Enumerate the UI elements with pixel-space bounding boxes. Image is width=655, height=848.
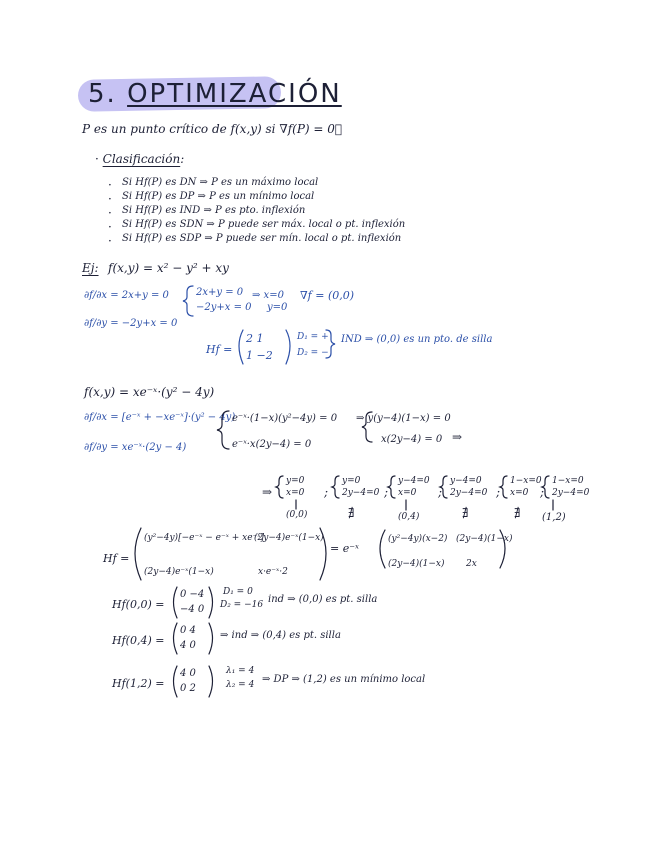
list-item: Si Hf(P) es DP ⇒ P es un mínimo local	[122, 191, 315, 202]
matrix-bracket	[320, 528, 326, 580]
case-eq: y−4=0	[450, 476, 482, 486]
title-word: OPTIMIZACIÓN	[127, 79, 342, 109]
eval-label: Hf(1,2) =	[112, 677, 165, 690]
eval-matrix-row: −4 0	[180, 604, 205, 615]
example-label: Ej:	[82, 261, 99, 275]
case-eq: 2y−4=0	[552, 488, 590, 498]
example2-system-eq1: e⁻ˣ·(1−x)(y²−4y) = 0	[232, 413, 338, 424]
hessian-cell: (y²−4y)[−e⁻ˣ − e⁻ˣ + xe⁻ˣ]	[144, 533, 265, 543]
example1-minor-d1: D₁ = +	[297, 332, 329, 342]
matrix-bracket	[174, 587, 178, 618]
example2-hessian-factor: = e⁻ˣ	[330, 542, 359, 555]
system-brace	[217, 411, 229, 449]
list-item: Si Hf(P) es IND ⇒ P es pto. inflexión	[122, 205, 306, 216]
example1-conclusion: IND ⇒ (0,0) es un pto. de silla	[341, 334, 493, 345]
matrix-bracket	[500, 530, 505, 568]
example2-reduced-eq1: ⇒ y(y−4)(1−x) = 0	[356, 413, 451, 424]
example2-arrow: ⇒	[452, 430, 463, 444]
example2-partial-x: ∂f/∂x = [e⁻ˣ + −xe⁻ˣ]·(y² − 4y)	[84, 412, 236, 423]
eval-matrix-row: 0 2	[180, 683, 196, 694]
eval-matrix-row: 0 −4	[180, 589, 205, 600]
critical-point-definition: P es un punto crítico de f(x,y) si ∇f(P) = 0⃗	[82, 122, 343, 136]
matrix-bracket	[209, 666, 213, 697]
case-result: (1,2)	[542, 512, 566, 523]
eval-note: λ₁ = 4	[226, 666, 255, 676]
list-item: Si Hf(P) es SDN ⇒ P puede ser máx. local o pt. inflexión	[122, 219, 406, 230]
case-eq: x=0	[286, 488, 305, 498]
example1-minor-d2: D₂ = −	[297, 348, 329, 358]
matrix-bracket	[380, 530, 385, 568]
example1-function: f(x,y) = x² − y² + xy	[108, 261, 229, 275]
example2-system-eq2: e⁻ˣ·x(2y−4) = 0	[232, 439, 312, 450]
matrix-bracket	[286, 330, 290, 364]
case-result: ∄	[348, 506, 355, 520]
list-item: Si Hf(P) es DN ⇒ P es un máximo local	[122, 177, 319, 188]
case-brace	[440, 476, 447, 498]
case-eq: y−4=0	[398, 476, 430, 486]
case-brace	[276, 476, 283, 498]
case-result: ∄	[462, 506, 469, 520]
example1-hessian-row1: 2 1	[246, 332, 264, 345]
matrix-bracket	[174, 623, 178, 654]
system-brace	[183, 286, 193, 316]
case-brace	[388, 476, 395, 498]
eval-result: ind ⇒ (0,0) es pt. silla	[268, 594, 378, 605]
example1-hessian-label: Hf =	[206, 343, 233, 356]
eval-matrix-row: 4 0	[180, 640, 196, 651]
case-eq: y=0	[342, 476, 361, 486]
hessian-simplified-cell: (y²−4y)(x−2)	[388, 534, 448, 544]
eval-result: ⇒ DP ⇒ (1,2) es un mínimo local	[262, 674, 426, 685]
case-eq: x=0	[510, 488, 529, 498]
example2-reduced-eq2: x(2y−4) = 0	[381, 434, 443, 445]
case-brace	[332, 476, 339, 498]
example1-gradient: ∇f = (0,0)	[300, 289, 355, 302]
example2-function: f(x,y) = xe⁻ˣ·(y² − 4y)	[84, 385, 215, 399]
minors-brace	[326, 330, 335, 358]
eval-result: ⇒ ind ⇒ (0,4) es pt. silla	[220, 630, 341, 641]
classification-heading: · Clasificación:	[95, 152, 185, 166]
example1-solution-y: y=0	[267, 302, 288, 313]
case-result: ∄	[514, 506, 521, 520]
hessian-simplified-cell: (2y−4)(1−x)	[388, 559, 445, 569]
eval-matrix-row: 4 0	[180, 668, 196, 679]
system-brace	[362, 412, 372, 442]
case-eq: 1−x=0	[552, 476, 584, 486]
eval-note: λ₂ = 4	[226, 680, 255, 690]
matrix-bracket	[239, 330, 243, 364]
eval-note: D₁ = 0	[223, 587, 253, 597]
example1-hessian-row2: 1 −2	[246, 349, 273, 362]
eval-label: Hf(0,0) =	[112, 598, 165, 611]
eval-matrix-row: 0 4	[180, 625, 196, 636]
title-number: 5.	[88, 79, 117, 109]
case-result: (0,0)	[286, 510, 308, 520]
notes-page: 5. OPTIMIZACIÓN P es un punto crítico de f(x,y) si ∇f(P) = 0⃗ · Clasificación: · Si Hf(P) es DN ⇒ P es un máximo local · Si Hf(P) es DP ⇒ P es un mínimo local · Si Hf(P) es IND ⇒ P es pto. inflexión · Si Hf(P) es SDN ⇒ P puede ser máx. local o pt. inflexión · Si Hf(P) es SDP ⇒ P puede ser mín. local o pt. inflexión Ej: f(x,y) = x² − y² + xy ∂f/∂x = 2x+y = 0 ∂f/∂y = −2y+x = 0 2x+y = 0 −2y+x = 0 ⇒ x=0 y=0 ∇f = (0,0) Hf = 2 1 1 −2 D₁ = + D₂ = − IND ⇒ (0,0) es un pto. de silla f(x,y) = xe⁻ˣ·(y² − 4y) ∂f/∂x = [e⁻ˣ + −xe⁻ˣ]·(y² − 4y) ∂f/∂y = xe⁻ˣ·(2y − 4) e⁻ˣ·(1−x)(y²−4y) = 0 e⁻ˣ·x(2y−4) = 0 ⇒ y(y−4)(1−x) = 0 x(2y−4) = 0 ⇒ ⇒ y=0 x=0 (0,0) ; y=0 2y−4=0 ∄ ; y−4=0 x=0 (0,4) ; y−4=0 2y−4=0 ∄ ; 1−x=0 x=0 ∄ ; 1−x=0 2y−4=0 (1,2) Hf = (y²−4y)[−e⁻ˣ − e⁻ˣ + xe⁻ˣ] (2y−4)e⁻ˣ(1−x) (2y−4)e⁻ˣ(1−x) x·e⁻ˣ·2 = e⁻ˣ (y²−4y)(x−2) (2y−4)(1−x) (2y−4)(1−x) 2x Hf(0,0) = 0 −4 −4 0 D₁ = 0 D₂ = −16 ind ⇒ (0,0) es pt. silla Hf(0,4) = 0 4 4 0 ⇒ ind ⇒ (0,4) es pt. silla Hf(1,2) = 4 0 0 2 λ₁ = 4 λ₂ = 4 ⇒ DP ⇒ (1,2) es un mínimo local	[0, 0, 655, 848]
matrix-bracket	[174, 666, 178, 697]
list-item: Si Hf(P) es SDP ⇒ P puede ser mín. local o pt. inflexión	[122, 233, 402, 244]
example2-hessian-label: Hf =	[103, 552, 130, 565]
hessian-simplified-cell: 2x	[466, 559, 477, 569]
example1-partial-x: ∂f/∂x = 2x+y = 0	[84, 290, 169, 301]
case-eq: x=0	[398, 488, 417, 498]
matrix-bracket	[209, 623, 213, 654]
case-eq: 2y−4=0	[342, 488, 380, 498]
hessian-cell: (2y−4)e⁻ˣ(1−x)	[254, 533, 324, 543]
example1-system-eq2: −2y+x = 0	[196, 302, 252, 313]
example1-solution-x: ⇒ x=0	[252, 290, 284, 301]
hessian-cell: x·e⁻ˣ·2	[258, 567, 288, 577]
hessian-simplified-cell: (2y−4)(1−x)	[456, 534, 513, 544]
example2-partial-y: ∂f/∂y = xe⁻ˣ·(2y − 4)	[84, 442, 187, 453]
case-brace	[542, 476, 549, 498]
example1-partial-y: ∂f/∂y = −2y+x = 0	[84, 318, 178, 329]
example1-system-eq1: 2x+y = 0	[196, 287, 244, 298]
case-eq: 1−x=0	[510, 476, 542, 486]
eval-label: Hf(0,4) =	[112, 634, 165, 647]
eval-note: D₂ = −16	[220, 600, 264, 610]
case-eq: y=0	[286, 476, 305, 486]
case-eq: 2y−4=0	[450, 488, 488, 498]
matrix-bracket	[135, 528, 141, 580]
case-brace	[500, 476, 507, 498]
case-result: (0,4)	[398, 512, 420, 522]
matrix-bracket	[209, 587, 213, 618]
hessian-cell: (2y−4)e⁻ˣ(1−x)	[144, 567, 214, 577]
